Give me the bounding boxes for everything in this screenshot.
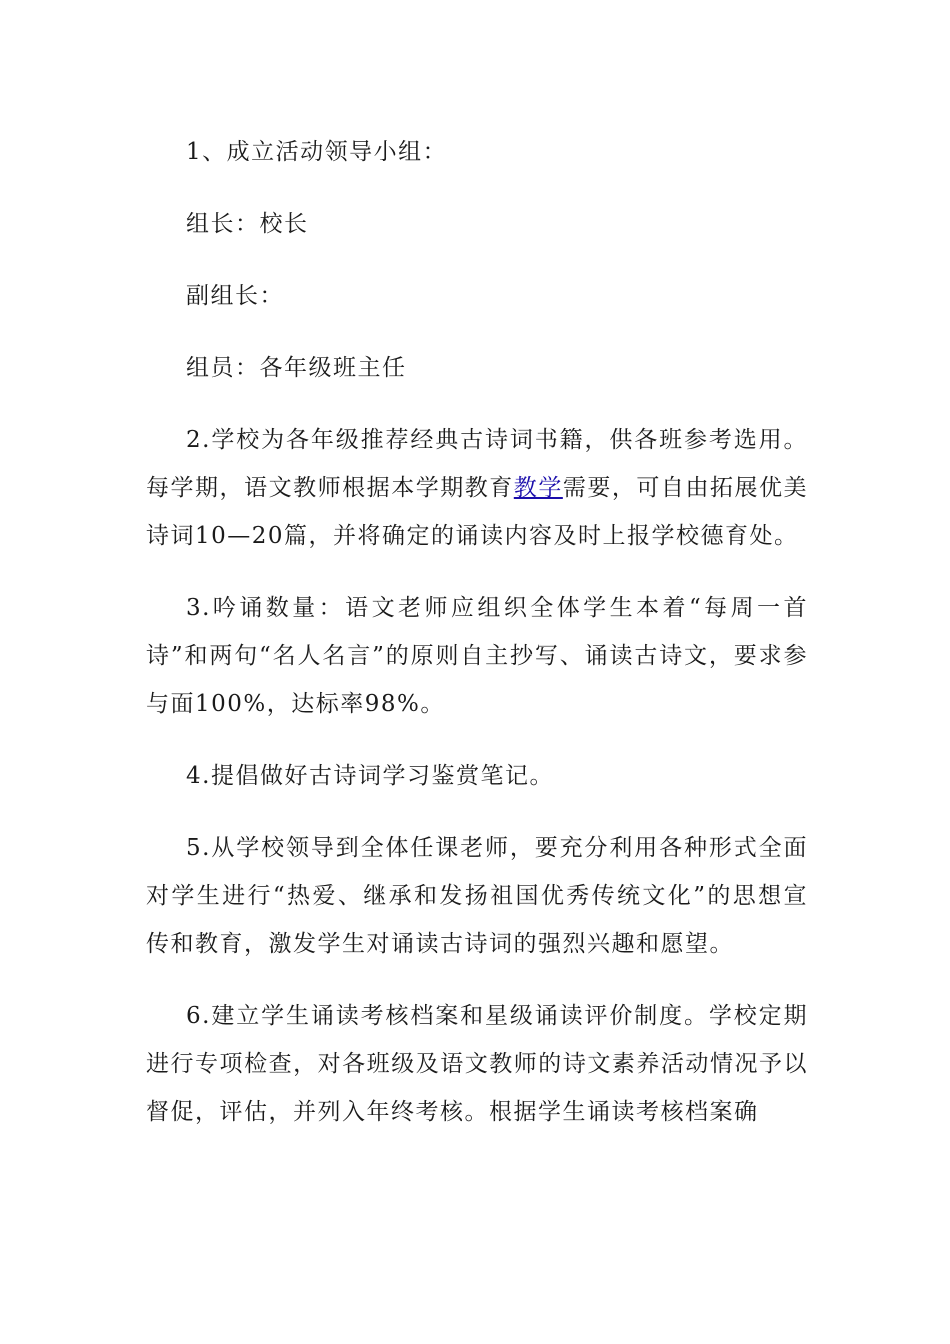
paragraph-study-notes: 4.提倡做好古诗词学习鉴赏笔记。 (186, 763, 554, 789)
paragraph-text: 需要，可自由拓展优美诗词10—20篇，并将确定的诵读内容及时上报学校德育处。 (146, 475, 809, 549)
teaching-link[interactable]: 教学 (513, 475, 563, 501)
paragraph-text: 2.学校为各年级推荐经典古诗词书籍，供各班参考选用。每学期，语文教师根据本学期教育 (146, 427, 808, 501)
paragraph-deputy-leader: 副组长： (186, 283, 284, 309)
paragraph-group-leader: 组长：校长 (186, 211, 309, 237)
paragraph-recommended-books (146, 416, 808, 560)
paragraph-assessment-records: 6.建立学生诵读考核档案和星级诵读评价制度。学校定期进行专项检查，对各班级及语文教师的诗文素养活动情况予以督促，评估，并列入年终考核。根据学生诵读考核档案确 (146, 1003, 808, 1125)
paragraph-group-members: 组员：各年级班主任 (186, 355, 407, 381)
paragraph-leadership-group: 1、成立活动领导小组： (186, 139, 448, 165)
paragraph-recitation-quantity: 3.吟诵数量：语文老师应组织全体学生本着“每周一首诗”和两句“名人名言”的原则自主抄写、诵读古诗文，要求参与面100%，达标率98%。 (146, 595, 808, 717)
document-body (146, 128, 808, 1160)
paragraph-education-promotion: 5.从学校领导到全体任课老师，要充分利用各种形式全面对学生进行“热爱、继承和发扬祖国优秀传统文化”的思想宣传和教育，激发学生对诵读古诗词的强烈兴趣和愿望。 (146, 835, 808, 957)
